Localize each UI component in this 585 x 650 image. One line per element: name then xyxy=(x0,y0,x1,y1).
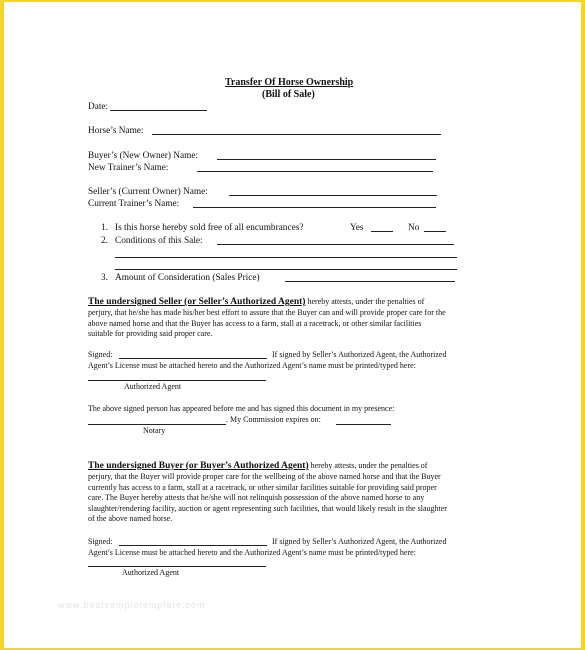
new-trainer-label: New Trainer’s Name: xyxy=(88,163,169,173)
buyer-agent-note-2: Agent’s License must be attached hereto and the Authorized Agent’s name must be printed/typed here: xyxy=(88,547,416,557)
item3-text: Amount of Consideration (Sales Price) xyxy=(115,273,260,283)
notary-signature-line[interactable] xyxy=(88,424,226,425)
seller-attestation-line-2: perjury, that he/she has made his/her best effort to assure that the Buyer can and will provide proper care for the xyxy=(88,308,446,317)
buyer-signature-line[interactable] xyxy=(119,545,267,546)
buyer-authorized-agent-label: Authorized Agent xyxy=(122,568,180,577)
conditions-line-3[interactable] xyxy=(115,269,457,270)
sales-price-line[interactable] xyxy=(285,281,455,282)
yes-line[interactable] xyxy=(371,231,393,232)
notary-statement: The above signed person has appeared before me and has signed this document in my presence: xyxy=(88,404,395,413)
horse-name-label: Horse’s Name: xyxy=(88,126,144,136)
date-label: Date: xyxy=(88,102,109,112)
watermark-text: www.bestsampletemplate.com xyxy=(58,600,206,610)
date-line[interactable] xyxy=(110,110,207,111)
seller-attestation-line-3: above named horse and that the Buyer has access to a farm, stall at a racetrack, or other similar facilities xyxy=(88,318,422,328)
buyer-name-label: Buyer’s (New Owner) Name: xyxy=(88,151,199,161)
commission-date-line[interactable] xyxy=(336,424,391,425)
buyer-attestation-line-5: slaughter/rendering facility, auction or agent representing such facilities, that would likely result in the slaughter xyxy=(88,503,447,513)
yes-label: Yes xyxy=(350,223,364,233)
buyer-section-heading: The undersigned Buyer (or Buyer’s Authorized Agent) xyxy=(88,461,309,471)
document-title: Transfer Of Horse Ownership xyxy=(225,77,354,88)
buyer-attestation-line-6: of the above named horse. xyxy=(88,514,173,523)
no-label: No xyxy=(408,223,420,233)
seller-signature-line[interactable] xyxy=(119,358,267,359)
seller-agent-name-line[interactable] xyxy=(88,380,266,381)
conditions-line-1[interactable] xyxy=(217,244,454,245)
buyer-attestation-line-3: currently has access to a farm, stall at a racetrack, or other similar facilities suitable for providing said proper xyxy=(88,482,437,492)
horse-name-line[interactable] xyxy=(152,134,441,135)
conditions-line-2[interactable] xyxy=(115,257,457,258)
current-trainer-line[interactable] xyxy=(193,207,436,208)
item2-number: 2. xyxy=(101,236,108,246)
seller-attestation-line-4: suitable for providing said proper care. xyxy=(88,329,213,338)
buyer-attestation-line-1: The undersigned Buyer (or Buyer’s Authorized Agent) hereby attests, under the penalties of xyxy=(88,461,428,471)
seller-agent-note-2: Agent’s License must be attached hereto and the Authorized Agent’s name must be printed/typed here: xyxy=(88,360,416,370)
current-trainer-label: Current Trainer’s Name: xyxy=(88,199,180,209)
seller-signed-label: Signed: xyxy=(88,350,113,359)
buyer-agent-note-1: If signed by Seller’s Authorized Agent, the Authorized xyxy=(272,537,447,546)
buyer-attestation-line-4: care. The Buyer hereby attests that he/she will not relinquish possession of the above named horse to any xyxy=(88,493,425,502)
no-line[interactable] xyxy=(424,231,446,232)
seller-agent-note-1: If signed by Seller’s Authorized Agent, the Authorized xyxy=(272,350,447,359)
seller-name-label: Seller’s (Current Owner) Name: xyxy=(88,187,208,197)
notary-label: Notary xyxy=(143,426,166,435)
document-subtitle: (Bill of Sale) xyxy=(262,89,315,100)
item1-number: 1. xyxy=(101,223,108,233)
new-trainer-line[interactable] xyxy=(197,171,433,172)
seller-authorized-agent-label: Authorized Agent xyxy=(124,382,182,391)
seller-attestation-line-1: The undersigned Seller (or Seller’s Authorized Agent) hereby attests, under the penalties of xyxy=(88,297,425,307)
item3-number: 3. xyxy=(101,273,108,283)
seller-section-heading: The undersigned Seller (or Seller’s Authorized Agent) xyxy=(88,297,306,307)
commission-label: . My Commission expires on: xyxy=(226,415,321,424)
buyer-attestation-line-2: perjury, that the Buyer will provide proper care for the wellbeing of the above named horse and that the Buyer xyxy=(88,472,441,481)
item2-text: Conditions of this Sale: xyxy=(115,236,203,246)
buyer-agent-name-line[interactable] xyxy=(88,566,266,567)
buyer-name-line[interactable] xyxy=(217,159,436,160)
item1-text: Is this horse hereby sold free of all encumbrances? xyxy=(115,223,304,233)
buyer-signed-label: Signed: xyxy=(88,537,113,546)
seller-name-line[interactable] xyxy=(229,195,437,196)
